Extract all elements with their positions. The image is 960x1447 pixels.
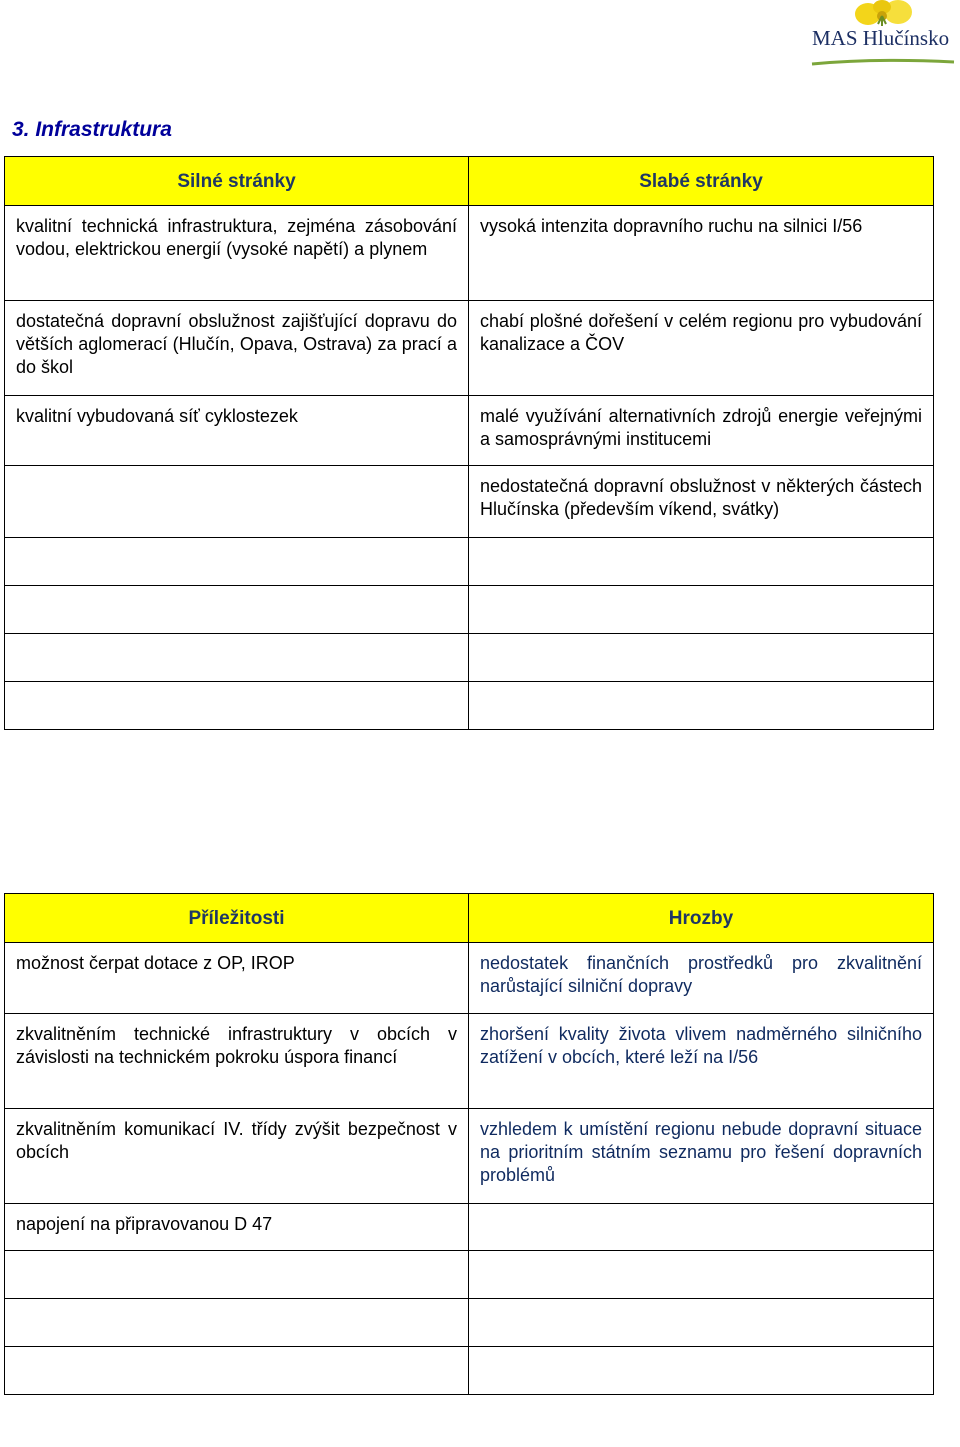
table-row bbox=[5, 396, 934, 466]
strength-cell bbox=[5, 586, 469, 634]
opportunities-header: Příležitosti bbox=[5, 894, 469, 943]
opportunity-cell bbox=[5, 1347, 469, 1395]
opportunity-cell: zkvalitněním komunikací IV. třídy zvýšit bezpečnost v obcích bbox=[5, 1109, 469, 1204]
threat-cell bbox=[469, 1204, 934, 1251]
threat-cell: vzhledem k umístění regionu nebude dopravní situace na prioritním státním seznamu pro řešení dopravních problémů bbox=[469, 1109, 934, 1204]
table-row bbox=[5, 301, 934, 396]
opportunity-cell bbox=[5, 1251, 469, 1299]
opportunities-threats-table bbox=[4, 893, 934, 1395]
strength-cell: dostatečná dopravní obslužnost zajišťující dopravu do větších aglomerací (Hlučín, Opava, Ostrava) za prací a do škol bbox=[5, 301, 469, 396]
strengths-weaknesses-table bbox=[4, 156, 934, 730]
table-row bbox=[5, 682, 934, 730]
table-row bbox=[5, 634, 934, 682]
table-row bbox=[5, 1299, 934, 1347]
weakness-cell: chabí plošné dořešení v celém regionu pro vybudování kanalizace a ČOV bbox=[469, 301, 934, 396]
strength-cell bbox=[5, 538, 469, 586]
threat-cell bbox=[469, 1251, 934, 1299]
weakness-cell bbox=[469, 634, 934, 682]
weakness-cell: nedostatečná dopravní obslužnost v některých částech Hlučínska (především víkend, svátky) bbox=[469, 466, 934, 538]
opportunity-cell bbox=[5, 1299, 469, 1347]
weakness-cell bbox=[469, 538, 934, 586]
table-row bbox=[5, 1251, 934, 1299]
table-row bbox=[5, 538, 934, 586]
threat-cell: zhoršení kvality života vlivem nadměrného silničního zatížení v obcích, které leží na I/56 bbox=[469, 1014, 934, 1109]
strengths-header: Silné stránky bbox=[5, 157, 469, 206]
strength-cell bbox=[5, 634, 469, 682]
strength-cell: kvalitní technická infrastruktura, zejména zásobování vodou, elektrickou energií (vysoké napětí) a plynem bbox=[5, 206, 469, 301]
threat-cell bbox=[469, 1347, 934, 1395]
weakness-cell bbox=[469, 586, 934, 634]
threat-cell bbox=[469, 1299, 934, 1347]
logo bbox=[806, 0, 956, 68]
table-row bbox=[5, 1204, 934, 1251]
threats-header: Hrozby bbox=[469, 894, 934, 943]
weakness-cell: vysoká intenzita dopravního ruchu na silnici I/56 bbox=[469, 206, 934, 301]
opportunity-cell: možnost čerpat dotace z OP, IROP bbox=[5, 943, 469, 1014]
weakness-cell: malé využívání alternativních zdrojů energie veřejnými a samosprávnými institucemi bbox=[469, 396, 934, 466]
table-row bbox=[5, 586, 934, 634]
threat-cell: nedostatek finančních prostředků pro zkvalitnění narůstající silniční dopravy bbox=[469, 943, 934, 1014]
table-row bbox=[5, 1109, 934, 1204]
table-row bbox=[5, 1347, 934, 1395]
strength-cell bbox=[5, 682, 469, 730]
logo-text: MAS Hlučínsko bbox=[812, 26, 950, 50]
table-row bbox=[5, 466, 934, 538]
table-row bbox=[5, 1014, 934, 1109]
table-row bbox=[5, 943, 934, 1014]
weakness-cell bbox=[469, 682, 934, 730]
opportunity-cell: napojení na připravovanou D 47 bbox=[5, 1204, 469, 1251]
strength-cell bbox=[5, 466, 469, 538]
table-row bbox=[5, 206, 934, 301]
section-title: 3. Infrastruktura bbox=[12, 118, 172, 141]
strength-cell: kvalitní vybudovaná síť cyklostezek bbox=[5, 396, 469, 466]
opportunity-cell: zkvalitněním technické infrastruktury v obcích v závislosti na technickém pokroku úspora financí bbox=[5, 1014, 469, 1109]
weaknesses-header: Slabé stránky bbox=[469, 157, 934, 206]
